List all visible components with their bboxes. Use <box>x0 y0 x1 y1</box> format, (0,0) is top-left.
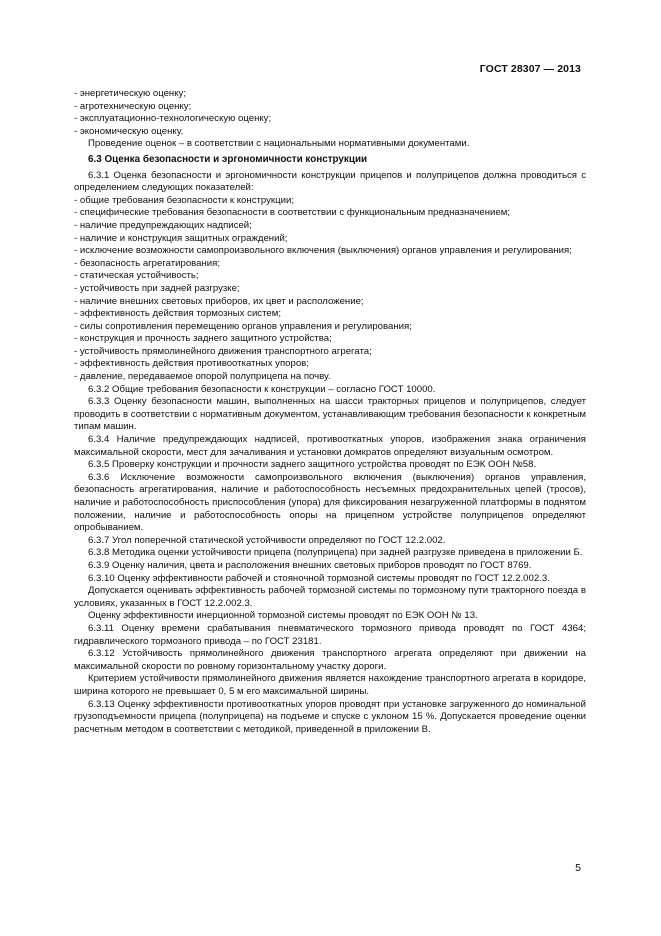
list-item: - экономическую оценку. <box>74 125 184 137</box>
paragraph: 6.3.4 Наличие предупреждающих надписей, противооткатных упоров, изображения знака ограничения максимальной скорости, мест для зачаливания и установки домкратов определяют визуальным осмотром. <box>74 434 586 458</box>
list-item: - наличие предупреждающих надписей; <box>74 219 252 231</box>
document-code-header: ГОСТ 28307 — 2013 <box>479 63 581 75</box>
paragraph: 6.3.5 Проверку конструкции и прочности заднего защитного устройства проводят по ЕЭК ООН №58. <box>88 459 537 471</box>
list-item: - безопасность агрегатирования; <box>74 257 220 269</box>
list-item: - агротехническую оценку; <box>74 100 192 112</box>
paragraph: 6.3.1 Оценка безопасности и эргономичности конструкции прицепов и полуприцепов должна проводиться с определением следующих показателей: <box>74 169 586 194</box>
paragraph: 6.3.3 Оценку безопасности машин, выполненных на шасси тракторных прицепов и полуприцепов, следует проводить в соответствии с нормативным документом, устанавливающим требования безопасности к конкретным типам машин. <box>74 396 586 433</box>
list-item: - общие требования безопасности к конструкции; <box>74 194 294 206</box>
paragraph: 6.3.12 Устойчивость прямолинейного движения транспортного агрегата определяют при движении на максимальной скорости по ровному горизонтальному участку дороги. <box>74 648 586 672</box>
paragraph: Допускается оценивать эффективность рабочей тормозной системы по тормозному пути тракторного поезда в условиях, указанных в ГОСТ 12.2.002.3. <box>74 585 586 609</box>
section-heading: 6.3 Оценка безопасности и эргономичности конструкции <box>88 153 368 165</box>
paragraph: Критерием устойчивости прямолинейного движения является нахождение транспортного агрегата в коридоре, ширина которого не превышает 0, 5 м его максимальной ширины. <box>74 673 586 697</box>
paragraph: 6.3.6 Исключение возможности самопроизвольного включения (выключения) органов управления, безопасность агрегатирования, наличие и работоспособность несъемных предохранительных цепей (тросов), наличие и работоспособность приспособления (упора) для фиксирования незагруженной платформы в поднятом положении, наличие и работоспособность опоры на прицепном устройстве полуприцепов определяют опробыванием. <box>74 471 586 534</box>
list-item: - конструкция и прочность заднего защитного устройства; <box>74 333 332 345</box>
list-item: - устойчивость при задней разгрузке; <box>74 282 240 294</box>
paragraph: 6.3.9 Оценку наличия, цвета и расположения внешних световых приборов проводят по ГОСТ 8769. <box>88 559 532 571</box>
paragraph: Оценку эффективности инерционной тормозной системы проводят по ЕЭК ООН № 13. <box>88 610 478 622</box>
list-item: - давление, передаваемое опорой полуприцепа на почву. <box>74 371 331 383</box>
list-item: - исключение возможности самопроизвольного включения (выключения) органов управления и регулирования; <box>74 245 572 257</box>
paragraph: 6.3.13 Оценку эффективности противооткатных упоров проводят при установке загруженного до номинальной грузоподъемности прицепа (полуприцепа) на подъеме и спуске с уклоном 15 %. Допускается проведение оценки расчетным методом в соответствии с методикой, приведенной в приложении В. <box>74 698 586 735</box>
list-item: - эффективность действия тормозных систем; <box>74 308 281 320</box>
paragraph: 6.3.8 Методика оценки устойчивости прицепа (полуприцепа) при задней разгрузке приведена в приложении Б. <box>88 547 583 559</box>
paragraph: Проведение оценок – в соответствии с национальными нормативными документами. <box>88 138 470 150</box>
page-body <box>74 88 586 736</box>
page-number: 5 <box>575 862 581 874</box>
list-item: - устойчивость прямолинейного движения транспортного агрегата; <box>74 345 372 357</box>
paragraph: 6.3.2 Общие требования безопасности к конструкции – согласно ГОСТ 10000. <box>88 383 436 395</box>
paragraph: 6.3.7 Угол поперечной статической устойчивости определяют по ГОСТ 12.2.002. <box>88 534 446 546</box>
paragraph: 6.3.11 Оценку времени срабатывания пневматического тормозного привода проводят по ГОСТ 4364; гидравлического тормозного привода – по ГОСТ 23181. <box>74 622 586 647</box>
list-item: - наличие внешних световых приборов, их цвет и расположение; <box>74 295 364 307</box>
list-item: - наличие и конструкция защитных ограждений; <box>74 232 288 244</box>
list-item: - специфические требования безопасности в соответствии с функциональным предназначением; <box>74 207 511 219</box>
list-item: - статическая устойчивость; <box>74 270 199 282</box>
paragraph: 6.3.10 Оценку эффективности рабочей и стояночной тормозной системы проводят по ГОСТ 12.2.002.3. <box>88 572 550 584</box>
list-item: - эффективность действия противооткатных упоров; <box>74 358 309 370</box>
list-item: - энергетическую оценку; <box>74 88 187 99</box>
list-item: - силы сопротивления перемещению органов управления и регулирования; <box>74 320 412 332</box>
list-item: - эксплуатационно-технологическую оценку; <box>74 113 272 125</box>
